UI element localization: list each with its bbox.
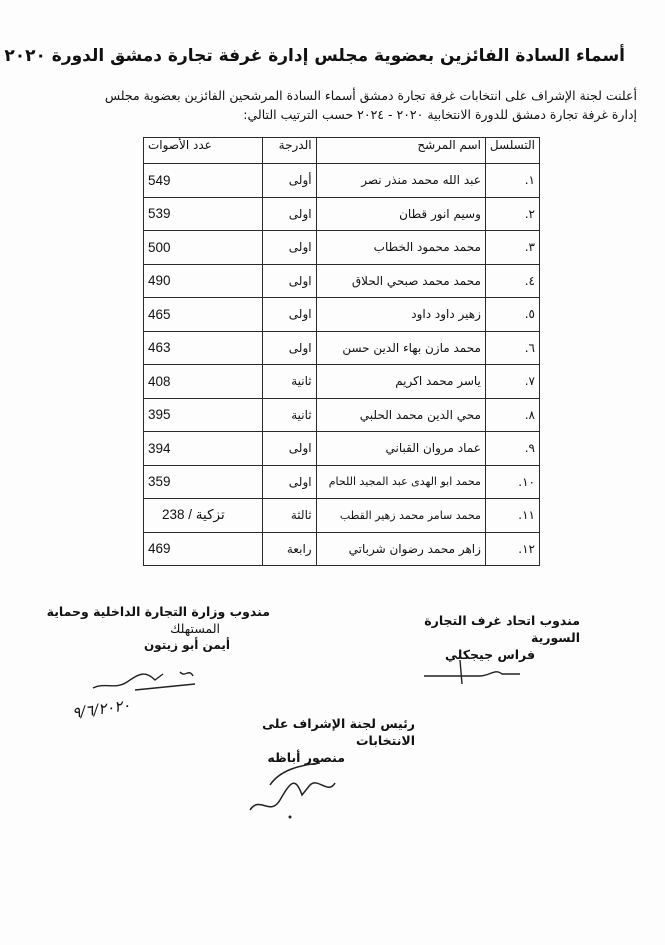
table-row (144, 398, 540, 432)
header-degree: الدرجة (262, 138, 316, 164)
table-row (144, 365, 540, 399)
cell-seq: ٩. (485, 432, 539, 466)
cell-votes: 539 (144, 197, 263, 231)
cell-votes: 549 (144, 164, 263, 198)
winners-table (143, 137, 540, 566)
table-row (144, 197, 540, 231)
header-name: اسم المرشح (316, 138, 485, 164)
federation-signature (420, 650, 530, 690)
intro-line-2: إدارة غرفة تجارة دمشق للدورة الانتخابية ٢٠٢٠ - ٢٠٢٤ حسب الترتيب التالي: (243, 107, 637, 122)
cell-seq: ٥. (485, 298, 539, 332)
ministry-rep-title-line2: المستهلك (170, 621, 220, 636)
cell-name: عبد الله محمد منذر نصر (316, 164, 485, 198)
table-row (144, 499, 540, 533)
cell-votes: 408 (144, 365, 263, 399)
cell-seq: ١٢. (485, 532, 539, 566)
committee-head-title: رئيس لجنة الإشراف على الانتخابات (262, 716, 415, 748)
cell-votes: 359 (144, 465, 263, 499)
cell-name: عماد مروان القباني (316, 432, 485, 466)
cell-name: محمد مازن بهاء الدين حسن (316, 331, 485, 365)
cell-name: ياسر محمد اكريم (316, 365, 485, 399)
cell-seq: ٣. (485, 231, 539, 265)
cell-name: زهير داود داود (316, 298, 485, 332)
cell-name: وسيم انور قطان (316, 197, 485, 231)
table-row (144, 264, 540, 298)
cell-seq: ٦. (485, 331, 539, 365)
cell-votes: 463 (144, 331, 263, 365)
cell-degree: ثالثة (262, 499, 316, 533)
cell-degree: اولى (262, 264, 316, 298)
cell-seq: ١٠. (485, 465, 539, 499)
cell-degree: اولى (262, 231, 316, 265)
cell-degree: أولى (262, 164, 316, 198)
cell-name: محمد سامر محمد زهير القطب (316, 499, 485, 533)
table-row (144, 231, 540, 265)
cell-seq: ٨. (485, 398, 539, 432)
handwritten-date: ٩/٦/٢٠٢٠ (71, 696, 132, 722)
cell-name: زاهر محمد رضوان شرباتي (316, 532, 485, 566)
ministry-rep-title-line1: مندوب وزارة التجارة الداخلية وحماية (46, 604, 270, 619)
intro-line-1: أعلنت لجنة الإشراف على انتخابات غرفة تجارة دمشق أسماء السادة المرشحين الفائزين بعضوية مجلس (104, 88, 637, 103)
cell-seq: ٧. (485, 365, 539, 399)
header-seq: التسلسل (485, 138, 539, 164)
cell-seq: ١١. (485, 499, 539, 533)
cell-seq: ٤. (485, 264, 539, 298)
table-row (144, 164, 540, 198)
committee-signature (240, 755, 350, 825)
cell-degree: ثانية (262, 398, 316, 432)
table-row (144, 432, 540, 466)
cell-votes: 490 (144, 264, 263, 298)
cell-name: محمد ابو الهدى عبد المجيد اللحام (316, 465, 485, 499)
cell-name: محي الدين محمد الحلبي (316, 398, 485, 432)
table-row (144, 298, 540, 332)
ministry-signature (85, 660, 215, 702)
intro-paragraph (37, 86, 637, 124)
cell-votes: تزكية / 238 (144, 499, 263, 533)
cell-degree: اولى (262, 197, 316, 231)
cell-degree: رابعة (262, 532, 316, 566)
ministry-representative-block (40, 603, 270, 654)
cell-degree: اولى (262, 465, 316, 499)
cell-degree: اولى (262, 331, 316, 365)
cell-votes: 395 (144, 398, 263, 432)
cell-votes: 500 (144, 231, 263, 265)
cell-votes: 469 (144, 532, 263, 566)
cell-votes: 465 (144, 298, 263, 332)
header-votes: عدد الأصوات (144, 138, 263, 164)
document-title: أسماء السادة الفائزين بعضوية مجلس إدارة غرفة تجارة دمشق الدورة ٢٠٢٠ (4, 46, 625, 66)
table-header-row (144, 138, 540, 164)
federation-rep-title: مندوب اتحاد غرف التجارة السورية (424, 613, 580, 645)
cell-degree: ثانية (262, 365, 316, 399)
cell-seq: ٢. (485, 197, 539, 231)
cell-seq: ١. (485, 164, 539, 198)
cell-degree: اولى (262, 298, 316, 332)
ministry-rep-name: أيمن أبو زيتون (143, 638, 230, 652)
cell-name: محمد محمود الخطاب (316, 231, 485, 265)
committee-head-name: منصور أباظه (267, 750, 345, 765)
federation-rep-name: فراس جيجكلي (445, 647, 535, 662)
table-row (144, 532, 540, 566)
cell-degree: اولى (262, 432, 316, 466)
table-row (144, 331, 540, 365)
cell-votes: 394 (144, 432, 263, 466)
table-row (144, 465, 540, 499)
cell-name: محمد محمد صبحي الحلاق (316, 264, 485, 298)
